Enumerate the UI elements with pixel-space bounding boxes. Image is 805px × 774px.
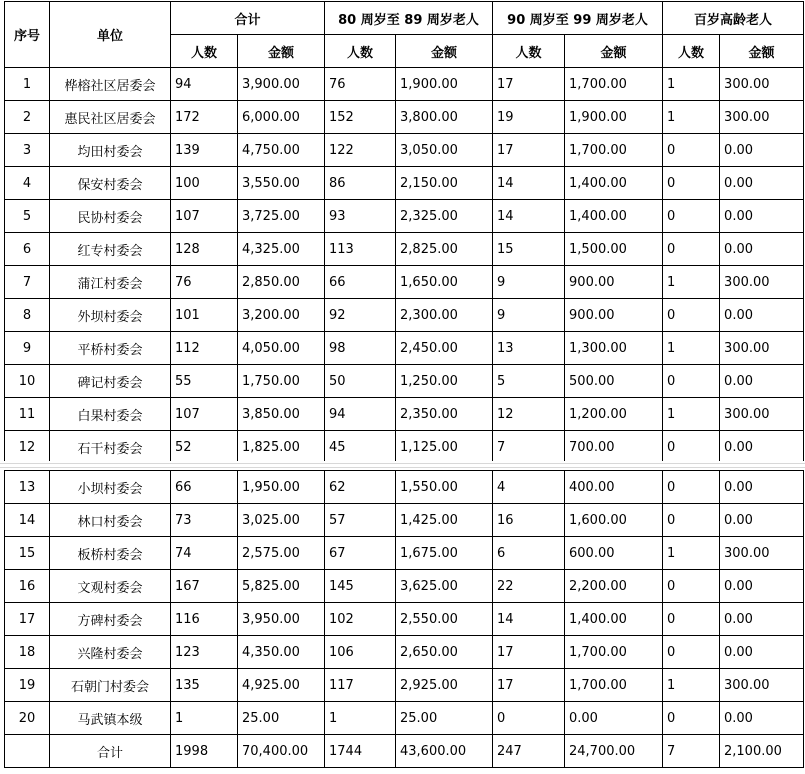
row-100-amount: 300.00 [720,398,804,431]
row-90-amount: 900.00 [565,299,663,332]
table-row [5,266,804,299]
row-index: 19 [5,669,50,702]
table-row [5,570,804,603]
row-unit: 惠民社区居委会 [50,101,171,134]
row-unit: 文观村委会 [50,570,171,603]
row-90-count: 19 [493,101,565,134]
row-80-count: 117 [325,669,396,702]
row-total-count: 94 [171,68,238,101]
row-90-count: 17 [493,636,565,669]
row-80-amount: 2,450.00 [396,332,493,365]
row-unit: 石朝门村委会 [50,669,171,702]
row-index: 4 [5,167,50,200]
row-index: 1 [5,68,50,101]
row-total-count: 167 [171,570,238,603]
row-unit: 蒲江村委会 [50,266,171,299]
row-100-count: 1 [663,398,720,431]
row-80-count: 145 [325,570,396,603]
row-80-count: 93 [325,200,396,233]
row-80-count: 66 [325,266,396,299]
header-group-100: 百岁高龄老人 [663,2,804,35]
row-index: 10 [5,365,50,398]
row-total-count: 1 [171,702,238,735]
row-100-count: 1 [663,266,720,299]
row-index: 20 [5,702,50,735]
row-unit: 板桥村委会 [50,537,171,570]
row-80-amount: 1,425.00 [396,504,493,537]
row-100-amount: 300.00 [720,669,804,702]
row-80-count: 76 [325,68,396,101]
row-total-count: 52 [171,431,238,464]
total-100-amount: 2,100.00 [720,735,804,768]
row-total-count: 107 [171,398,238,431]
row-80-amount: 1,250.00 [396,365,493,398]
row-index: 3 [5,134,50,167]
row-100-count: 1 [663,101,720,134]
page-break-line [0,463,805,464]
header-100-amount: 金额 [720,35,804,68]
row-total-count: 135 [171,669,238,702]
row-80-amount: 2,350.00 [396,398,493,431]
row-index: 13 [5,471,50,504]
row-unit: 红专村委会 [50,233,171,266]
row-100-count: 1 [663,669,720,702]
subsidy-table-bottom [4,470,804,768]
table-row [5,365,804,398]
row-total-count: 55 [171,365,238,398]
row-total-count: 66 [171,471,238,504]
row-80-count: 50 [325,365,396,398]
row-90-amount: 1,700.00 [565,134,663,167]
header-80-count: 人数 [325,35,396,68]
header-90-amount: 金额 [565,35,663,68]
row-unit: 白果村委会 [50,398,171,431]
row-index: 17 [5,603,50,636]
row-unit: 小坝村委会 [50,471,171,504]
row-total-amount: 25.00 [238,702,325,735]
row-total-count: 172 [171,101,238,134]
row-unit: 保安村委会 [50,167,171,200]
row-80-amount: 2,650.00 [396,636,493,669]
row-80-count: 94 [325,398,396,431]
header-group-80-89: 80 周岁至 89 周岁老人 [325,2,493,35]
row-100-count: 1 [663,332,720,365]
row-unit: 平桥村委会 [50,332,171,365]
table-body-bottom [5,471,804,768]
table-row [5,431,804,464]
row-unit: 碑记村委会 [50,365,171,398]
row-100-amount: 0.00 [720,233,804,266]
row-total-amount: 2,575.00 [238,537,325,570]
row-80-amount: 3,625.00 [396,570,493,603]
row-90-amount: 1,500.00 [565,233,663,266]
row-100-amount: 0.00 [720,471,804,504]
total-row [5,735,804,768]
row-80-amount: 3,050.00 [396,134,493,167]
row-90-amount: 1,700.00 [565,68,663,101]
table-row [5,537,804,570]
row-90-count: 9 [493,299,565,332]
total-label: 合计 [50,735,171,768]
row-80-count: 92 [325,299,396,332]
row-90-count: 7 [493,431,565,464]
row-80-amount: 1,550.00 [396,471,493,504]
row-total-count: 128 [171,233,238,266]
row-90-amount: 1,400.00 [565,167,663,200]
row-unit: 马武镇本级 [50,702,171,735]
row-80-amount: 25.00 [396,702,493,735]
table-row [5,233,804,266]
header-unit: 单位 [50,2,171,68]
row-100-count: 0 [663,167,720,200]
row-90-amount: 1,400.00 [565,603,663,636]
row-100-amount: 0.00 [720,504,804,537]
row-index: 11 [5,398,50,431]
row-80-amount: 1,125.00 [396,431,493,464]
total-90-amount: 24,700.00 [565,735,663,768]
table-row [5,603,804,636]
row-90-count: 17 [493,669,565,702]
row-90-amount: 1,900.00 [565,101,663,134]
row-100-amount: 300.00 [720,101,804,134]
row-100-amount: 0.00 [720,200,804,233]
row-80-amount: 1,650.00 [396,266,493,299]
row-total-count: 76 [171,266,238,299]
row-total-amount: 4,925.00 [238,669,325,702]
row-90-amount: 2,200.00 [565,570,663,603]
row-90-count: 14 [493,167,565,200]
row-total-amount: 3,950.00 [238,603,325,636]
header-100-count: 人数 [663,35,720,68]
row-90-amount: 1,200.00 [565,398,663,431]
row-100-count: 0 [663,200,720,233]
total-amount: 70,400.00 [238,735,325,768]
header-group-90-99: 90 周岁至 99 周岁老人 [493,2,663,35]
total-80-amount: 43,600.00 [396,735,493,768]
row-90-amount: 600.00 [565,537,663,570]
table-body-top [5,68,804,464]
row-90-amount: 900.00 [565,266,663,299]
row-100-count: 0 [663,134,720,167]
row-total-amount: 3,025.00 [238,504,325,537]
total-count: 1998 [171,735,238,768]
row-unit: 桦榕社区居委会 [50,68,171,101]
row-90-amount: 500.00 [565,365,663,398]
row-100-count: 0 [663,365,720,398]
row-80-amount: 2,325.00 [396,200,493,233]
row-unit: 方碑村委会 [50,603,171,636]
row-90-amount: 1,700.00 [565,669,663,702]
table-row [5,504,804,537]
table-row [5,68,804,101]
row-total-amount: 3,900.00 [238,68,325,101]
table-row [5,299,804,332]
header-index: 序号 [5,2,50,68]
header-total-count: 人数 [171,35,238,68]
row-index: 14 [5,504,50,537]
row-100-amount: 0.00 [720,636,804,669]
table-row [5,200,804,233]
row-80-amount: 2,300.00 [396,299,493,332]
row-100-count: 0 [663,431,720,464]
row-90-count: 14 [493,603,565,636]
row-90-count: 12 [493,398,565,431]
header-group-total: 合计 [171,2,325,35]
table-row [5,636,804,669]
row-100-count: 0 [663,570,720,603]
row-index: 8 [5,299,50,332]
row-80-amount: 1,675.00 [396,537,493,570]
row-total-count: 73 [171,504,238,537]
row-total-amount: 3,725.00 [238,200,325,233]
row-index: 18 [5,636,50,669]
row-80-count: 57 [325,504,396,537]
row-index: 15 [5,537,50,570]
row-total-count: 139 [171,134,238,167]
row-80-count: 113 [325,233,396,266]
row-100-amount: 0.00 [720,167,804,200]
row-total-amount: 4,050.00 [238,332,325,365]
subsidy-table-top [4,1,804,464]
row-80-amount: 2,925.00 [396,669,493,702]
row-80-count: 86 [325,167,396,200]
row-90-amount: 1,600.00 [565,504,663,537]
table-row [5,669,804,702]
row-total-amount: 4,350.00 [238,636,325,669]
table-row [5,398,804,431]
row-80-count: 45 [325,431,396,464]
row-index: 6 [5,233,50,266]
table-row [5,134,804,167]
row-80-count: 122 [325,134,396,167]
row-80-amount: 3,800.00 [396,101,493,134]
row-80-amount: 2,150.00 [396,167,493,200]
table-row [5,702,804,735]
row-80-count: 152 [325,101,396,134]
row-90-count: 17 [493,134,565,167]
row-80-count: 102 [325,603,396,636]
row-90-count: 4 [493,471,565,504]
row-80-count: 106 [325,636,396,669]
table-row [5,167,804,200]
row-total-amount: 3,200.00 [238,299,325,332]
row-100-count: 1 [663,68,720,101]
row-90-count: 6 [493,537,565,570]
row-100-count: 0 [663,299,720,332]
table-row [5,332,804,365]
total-100-count: 7 [663,735,720,768]
row-unit: 兴隆村委会 [50,636,171,669]
header-row-groups [5,2,804,35]
row-90-amount: 700.00 [565,431,663,464]
header-80-amount: 金额 [396,35,493,68]
row-100-count: 0 [663,504,720,537]
row-total-amount: 2,850.00 [238,266,325,299]
row-100-amount: 0.00 [720,365,804,398]
row-100-amount: 0.00 [720,570,804,603]
row-90-count: 14 [493,200,565,233]
row-total-amount: 3,850.00 [238,398,325,431]
row-100-count: 0 [663,603,720,636]
row-90-amount: 400.00 [565,471,663,504]
row-80-amount: 2,550.00 [396,603,493,636]
row-90-count: 5 [493,365,565,398]
header-total-amount: 金额 [238,35,325,68]
row-total-amount: 1,825.00 [238,431,325,464]
row-100-count: 0 [663,233,720,266]
row-unit: 民协村委会 [50,200,171,233]
row-80-count: 1 [325,702,396,735]
row-90-count: 9 [493,266,565,299]
row-total-amount: 4,325.00 [238,233,325,266]
row-90-amount: 0.00 [565,702,663,735]
row-80-amount: 1,900.00 [396,68,493,101]
row-total-amount: 4,750.00 [238,134,325,167]
row-100-amount: 0.00 [720,299,804,332]
row-index: 5 [5,200,50,233]
table-row [5,471,804,504]
row-index: 12 [5,431,50,464]
row-100-amount: 300.00 [720,266,804,299]
row-100-count: 1 [663,537,720,570]
row-100-amount: 0.00 [720,702,804,735]
row-total-amount: 6,000.00 [238,101,325,134]
row-100-count: 0 [663,636,720,669]
row-total-count: 112 [171,332,238,365]
row-80-amount: 2,825.00 [396,233,493,266]
total-80-count: 1744 [325,735,396,768]
row-total-count: 123 [171,636,238,669]
row-100-count: 0 [663,471,720,504]
row-total-count: 101 [171,299,238,332]
row-90-count: 13 [493,332,565,365]
row-100-amount: 300.00 [720,537,804,570]
row-unit: 外坝村委会 [50,299,171,332]
row-total-amount: 5,825.00 [238,570,325,603]
row-total-count: 74 [171,537,238,570]
row-80-count: 98 [325,332,396,365]
row-index: 7 [5,266,50,299]
row-80-count: 62 [325,471,396,504]
row-90-amount: 1,700.00 [565,636,663,669]
row-90-count: 0 [493,702,565,735]
row-unit: 林口村委会 [50,504,171,537]
row-100-amount: 300.00 [720,68,804,101]
row-100-amount: 0.00 [720,431,804,464]
row-100-amount: 0.00 [720,603,804,636]
row-90-count: 15 [493,233,565,266]
header-90-count: 人数 [493,35,565,68]
table-row [5,101,804,134]
row-90-amount: 1,400.00 [565,200,663,233]
row-90-count: 16 [493,504,565,537]
row-index: 9 [5,332,50,365]
row-total-amount: 1,950.00 [238,471,325,504]
row-total-count: 116 [171,603,238,636]
row-unit: 均田村委会 [50,134,171,167]
row-total-count: 107 [171,200,238,233]
row-index: 16 [5,570,50,603]
total-90-count: 247 [493,735,565,768]
row-100-count: 0 [663,702,720,735]
row-total-count: 100 [171,167,238,200]
row-index: 2 [5,101,50,134]
page-break-line [0,467,805,468]
row-total-amount: 1,750.00 [238,365,325,398]
row-90-amount: 1,300.00 [565,332,663,365]
row-unit: 石干村委会 [50,431,171,464]
row-total-amount: 3,550.00 [238,167,325,200]
row-80-count: 67 [325,537,396,570]
row-90-count: 22 [493,570,565,603]
row-100-amount: 300.00 [720,332,804,365]
row-100-amount: 0.00 [720,134,804,167]
row-90-count: 17 [493,68,565,101]
total-index [5,735,50,768]
